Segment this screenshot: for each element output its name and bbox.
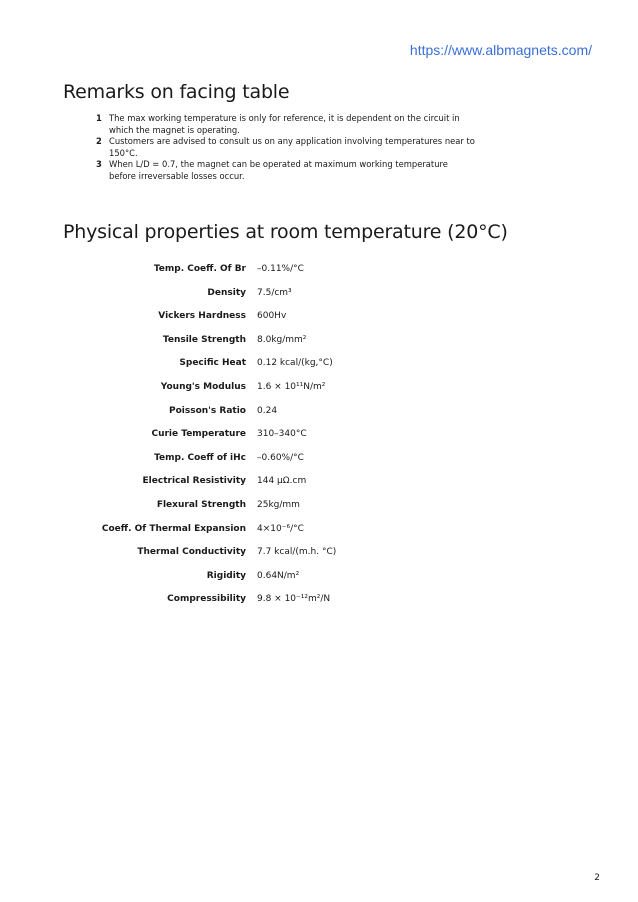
property-row	[0, 571, 638, 595]
property-row	[0, 335, 638, 359]
property-row	[0, 453, 638, 477]
property-value: 9.8 × 10⁻¹²m²/N	[257, 594, 331, 605]
property-row	[0, 382, 638, 406]
property-value: 8.0kg/mm²	[257, 334, 307, 345]
property-label: Specific Heat	[179, 358, 246, 369]
property-label: Vickers Hardness	[158, 311, 246, 322]
property-label: Temp. Coeff of iHc	[154, 452, 246, 463]
property-value: –0.60%/°C	[257, 452, 304, 463]
remark-item	[96, 159, 476, 182]
physical-properties-heading: Physical properties at room temperature (20°C)	[63, 221, 508, 243]
property-value: 0.24	[257, 405, 278, 416]
property-value: 144 μΩ.cm	[257, 476, 307, 487]
property-row	[0, 547, 638, 571]
property-row	[0, 500, 638, 524]
property-label: Compressibility	[167, 594, 246, 605]
property-label: Rigidity	[206, 570, 246, 581]
website-link[interactable]: https://www.albmagnets.com/	[409, 42, 592, 58]
remark-number: 1	[96, 113, 102, 123]
property-value: 1.6 × 10¹¹N/m²	[257, 381, 326, 392]
remark-text: Customers are advised to consult us on any application involving temperatures near to 150°C.	[109, 136, 475, 158]
property-value: 7.7 kcal/(m.h. °C)	[257, 547, 337, 558]
property-label: Young's Modulus	[160, 381, 246, 392]
property-row	[0, 476, 638, 500]
property-row	[0, 288, 638, 312]
remarks-heading: Remarks on facing table	[63, 81, 290, 103]
property-row	[0, 358, 638, 382]
remark-item	[96, 136, 476, 159]
remark-item	[96, 113, 476, 136]
property-value: 600Hv	[257, 311, 287, 322]
property-value: 25kg/mm	[257, 499, 300, 510]
property-label: Density	[207, 287, 246, 298]
remark-number: 3	[96, 159, 102, 169]
property-label: Coeff. Of Thermal Expansion	[101, 523, 246, 534]
property-row	[0, 406, 638, 430]
property-value: 0.64N/m²	[257, 570, 300, 581]
remark-text: The max working temperature is only for reference, it is dependent on the circuit in which the magnet is operating.	[109, 113, 460, 135]
properties-table	[0, 264, 638, 618]
property-label: Tensile Strength	[162, 334, 246, 345]
property-label: Thermal Conductivity	[137, 547, 246, 558]
property-label: Electrical Resistivity	[142, 476, 246, 487]
remark-text: When L/D = 0.7, the magnet can be operated at maximum working temperature before irreversable losses occur.	[109, 159, 448, 181]
property-row	[0, 264, 638, 288]
property-row	[0, 594, 638, 618]
page-number: 2	[594, 873, 600, 883]
property-value: 4×10⁻⁶/°C	[257, 523, 304, 534]
property-label: Poisson's Ratio	[169, 405, 246, 416]
remark-number: 2	[96, 136, 102, 146]
property-label: Curie Temperature	[151, 429, 246, 440]
remarks-list	[96, 113, 476, 182]
property-row	[0, 311, 638, 335]
property-value: –0.11%/°C	[257, 264, 304, 274]
property-value: 0.12 kcal/(kg,°C)	[257, 358, 333, 369]
property-row	[0, 524, 638, 548]
property-row	[0, 429, 638, 453]
property-value: 7.5/cm³	[257, 287, 292, 298]
property-label: Temp. Coeff. Of Br	[153, 264, 246, 274]
property-value: 310–340°C	[257, 429, 307, 440]
property-label: Flexural Strength	[156, 499, 246, 510]
